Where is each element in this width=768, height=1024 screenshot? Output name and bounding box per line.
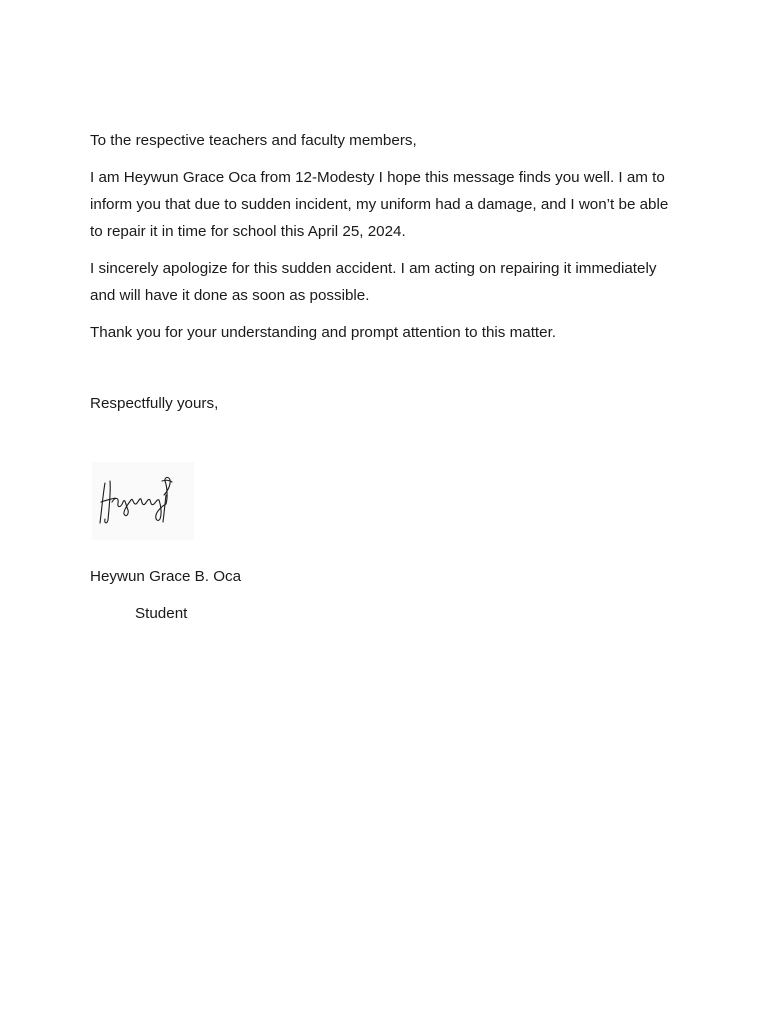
salutation: To the respective teachers and faculty members,	[90, 132, 417, 149]
paragraph-apology: I sincerely apologize for this sudden accident. I am acting on repairing it immediately and will have it done as soon as possible.	[90, 260, 657, 304]
signature-scribble	[92, 462, 194, 540]
paragraph-thanks: Thank you for your understanding and prompt attention to this matter.	[90, 324, 557, 341]
signer-role: Student	[135, 605, 188, 622]
paragraph-introduction: I am Heywun Grace Oca from 12-Modesty I hope this message finds you well. I am to inform you that due to sudden incident, my uniform had a damage, and I won’t be able to repair it in time for school this April 25, 2024.	[90, 169, 669, 240]
closing-line: Respectfully yours,	[90, 395, 219, 412]
handwritten-signature	[92, 462, 194, 540]
letter-body	[90, 127, 680, 356]
signer-name: Heywun Grace B. Oca	[90, 568, 242, 585]
